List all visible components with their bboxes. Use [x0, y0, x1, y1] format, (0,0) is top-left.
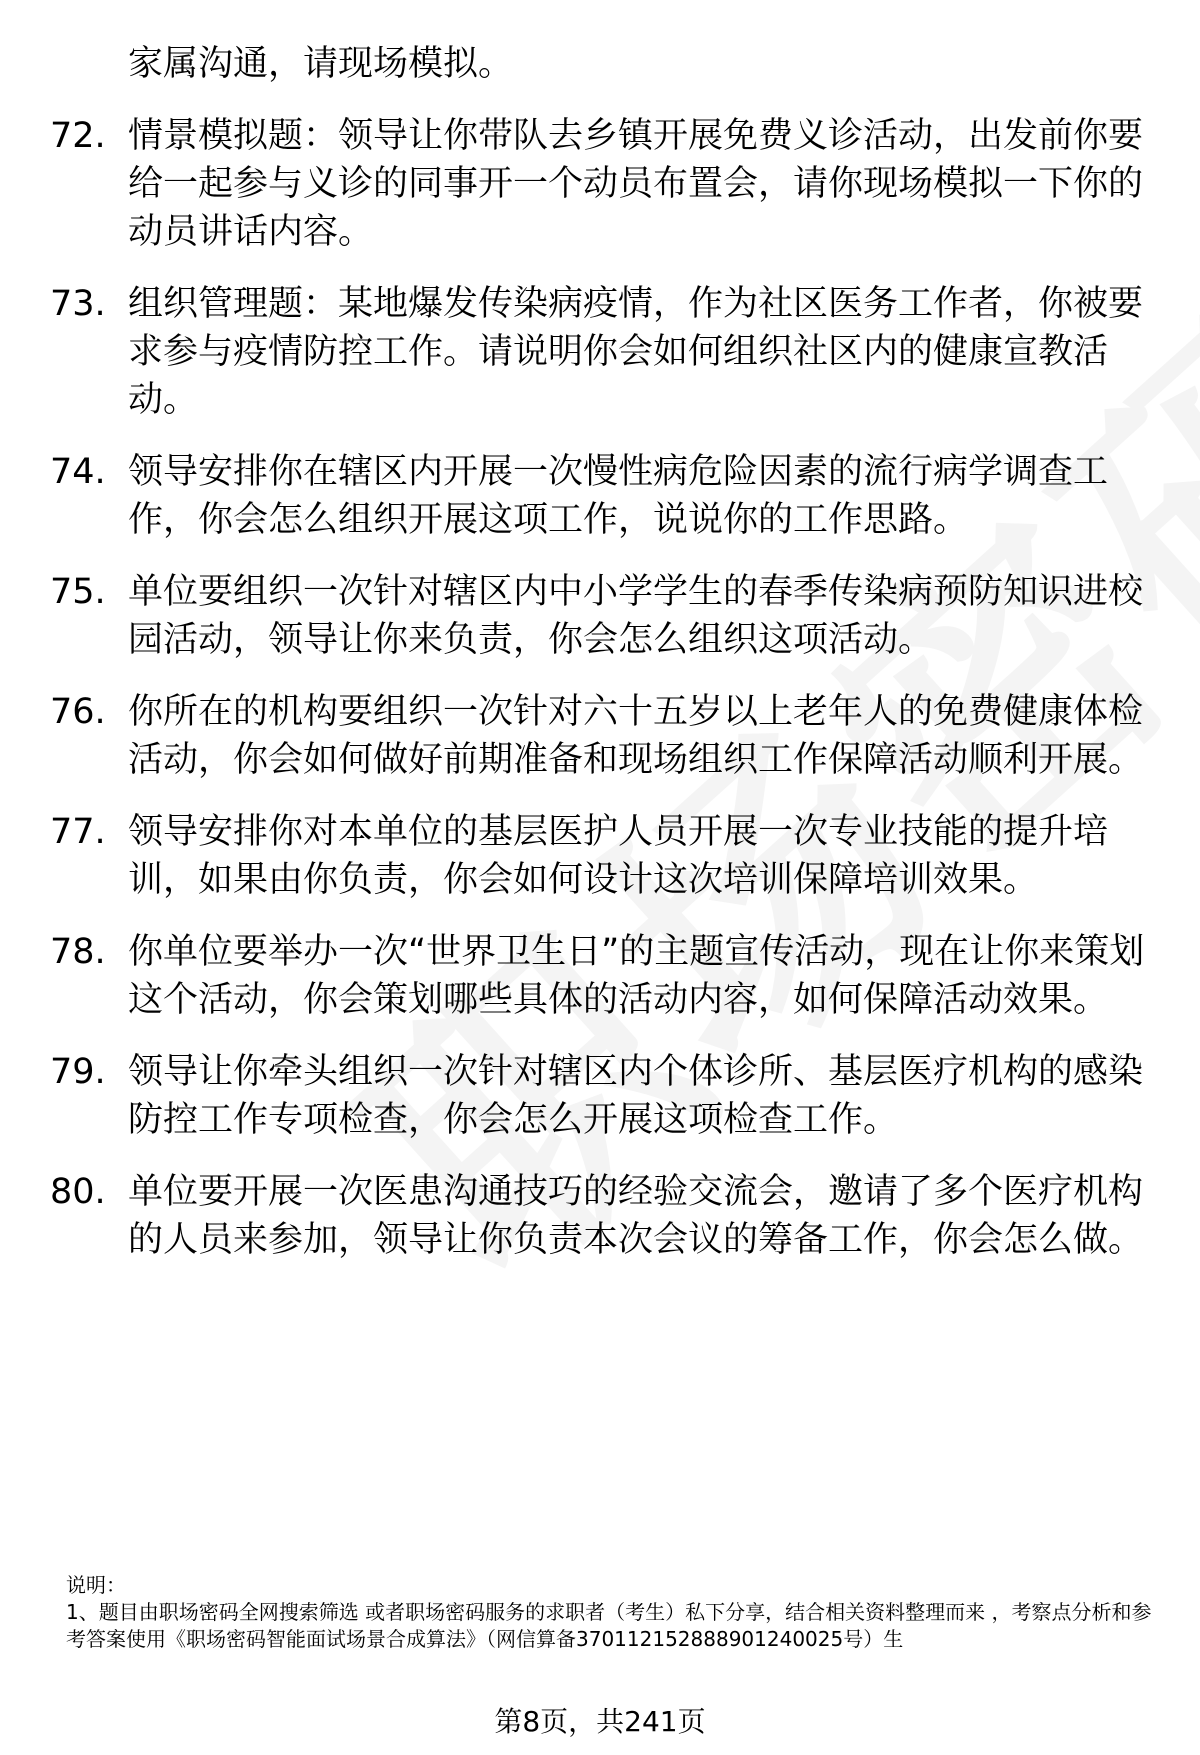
question-number: 79. — [50, 1052, 106, 1092]
question-number: 72. — [50, 116, 106, 156]
question-number: 75. — [50, 572, 106, 612]
question-item — [50, 280, 1160, 424]
question-text: 领导让你牵头组织一次针对辖区内个体诊所、基层医疗机构的感染防控工作专项检查，你会怎么开展这项检查工作。 — [128, 1052, 1144, 1140]
question-text: 你单位要举办一次“世界卫生日”的主题宣传活动，现在让你来策划这个活动，你会策划哪些具体的活动内容，如何保障活动效果。 — [128, 932, 1145, 1020]
question-number: 80. — [50, 1172, 106, 1212]
notes-heading: 说明： — [66, 1573, 126, 1597]
question-number: 77. — [50, 812, 106, 852]
question-text: 单位要组织一次针对辖区内中小学学生的春季传染病预防知识进校园活动，领导让你来负责，你会怎么组织这项活动。 — [128, 572, 1144, 660]
question-item — [50, 688, 1160, 784]
question-number: 74. — [50, 452, 106, 492]
notes-line: 1、题目由职场密码全网搜索筛选 或者职场密码服务的求职者（考生）私下分享，结合相关资料整理而来 ，考察点分析和参考答案使用《职场密码智能面试场景合成算法》（网信算备370112152888901240025号）生 — [66, 1600, 1152, 1651]
question-item — [50, 112, 1160, 256]
question-text: 领导安排你在辖区内开展一次慢性病危险因素的流行病学调查工作，你会怎么组织开展这项工作，说说你的工作思路。 — [128, 452, 1109, 540]
question-item — [50, 928, 1160, 1024]
question-item — [50, 808, 1160, 904]
question-text: 组织管理题：某地爆发传染病疫情，作为社区医务工作者，你被要求参与疫情防控工作。请说明你会如何组织社区内的健康宣教活动。 — [128, 284, 1144, 420]
question-item — [50, 1168, 1160, 1264]
notes-section — [66, 1572, 1156, 1653]
page-indicator: 第8页，共241页 — [494, 1705, 706, 1738]
lead-text: 家属沟通，请现场模拟。 — [128, 44, 514, 84]
question-number: 76. — [50, 692, 106, 732]
question-text: 领导安排你对本单位的基层医护人员开展一次专业技能的提升培训，如果由你负责，你会如何设计这次培训保障培训效果。 — [128, 812, 1109, 900]
question-number: 78. — [50, 932, 106, 972]
question-item — [50, 568, 1160, 664]
question-item — [50, 448, 1160, 544]
question-text: 情景模拟题：领导让你带队去乡镇开展免费义诊活动，出发前你要给一起参与义诊的同事开一个动员布置会，请你现场模拟一下你的动员讲话内容。 — [128, 116, 1144, 252]
question-number: 73. — [50, 284, 106, 324]
question-text: 你所在的机构要组织一次针对六十五岁以上老年人的免费健康体检活动，你会如何做好前期准备和现场组织工作保障活动顺利开展。 — [128, 692, 1144, 780]
question-item — [50, 1048, 1160, 1144]
question-list — [50, 40, 1160, 1288]
question-text: 单位要开展一次医患沟通技巧的经验交流会，邀请了多个医疗机构的人员来参加，领导让你负责本次会议的筹备工作，你会怎么做。 — [128, 1172, 1144, 1260]
